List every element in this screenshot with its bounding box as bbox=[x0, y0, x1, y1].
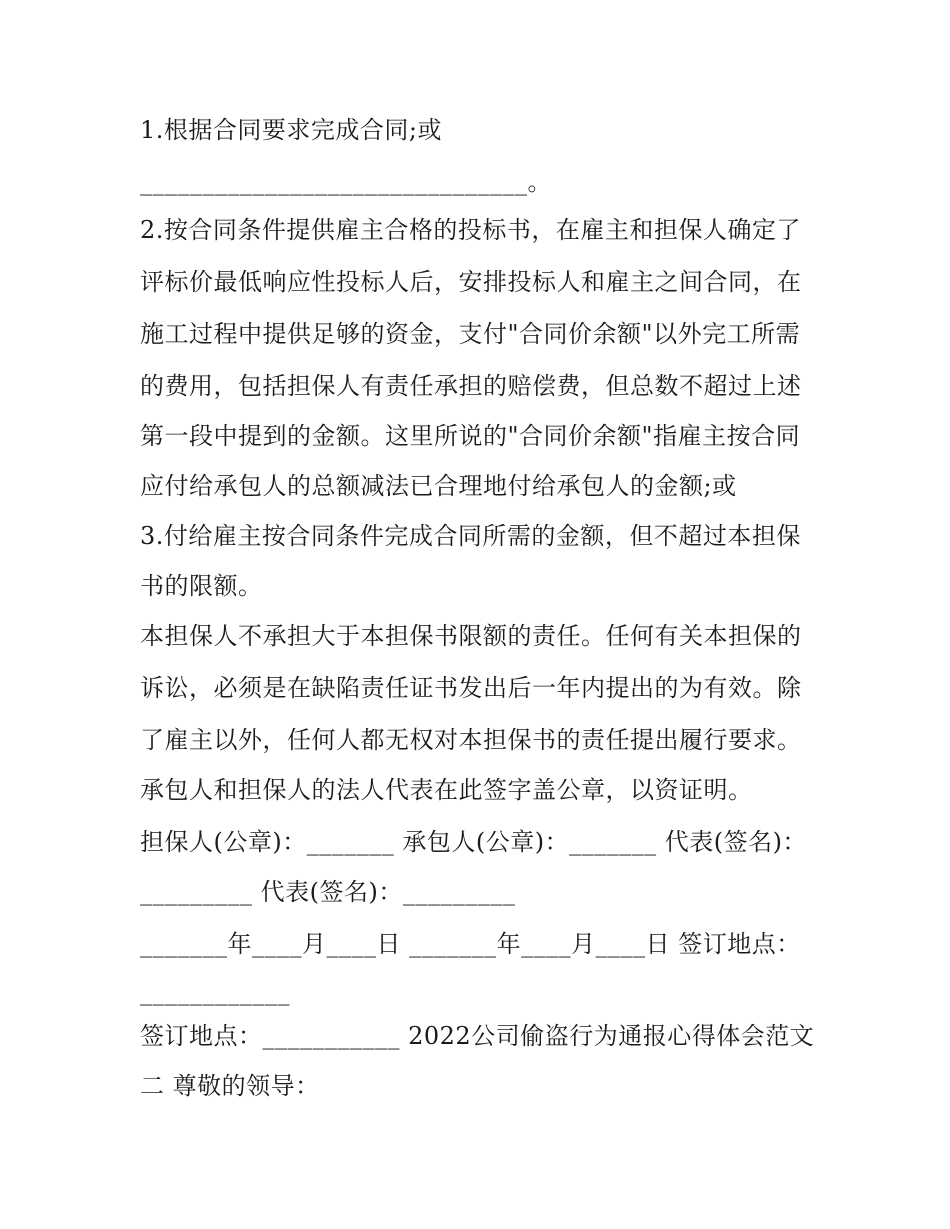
place-blank-line: ____________ bbox=[140, 978, 290, 1006]
clause-1-text: 1.根据合同要求完成合同;或 bbox=[140, 116, 442, 144]
place-and-title-line: 签订地点：___________ 2022公司偷盗行为通报心得体会范文 bbox=[140, 1022, 815, 1050]
clause-2-line-5: 第一段中提到的金额。这里所说的"合同价余额"指雇主按合同 bbox=[140, 422, 801, 450]
liability-line-3: 了雇主以外，任何人都无权对本担保书的责任提出履行要求。 bbox=[140, 726, 802, 754]
clause-2-line-2: 评标价最低响应性投标人后，安排投标人和雇主之间合同，在 bbox=[140, 268, 802, 296]
clause-2-line-4: 的费用，包括担保人有责任承担的赔偿费，但总数不超过上述 bbox=[140, 372, 802, 400]
clause-2-line-3: 施工过程中提供足够的资金，支付"合同价余额"以外完工所需 bbox=[140, 320, 801, 348]
liability-line-1: 本担保人不承担大于本担保书限额的责任。任何有关本担保的 bbox=[140, 622, 802, 650]
signature-line-1: 担保人(公章)：_______ 承包人(公章)：_______ 代表(签名)： bbox=[140, 828, 807, 856]
clause-2-line-1: 2.按合同条件提供雇主合格的投标书，在雇主和担保人确定了 bbox=[140, 216, 801, 244]
clause-3-line-2: 书的限额。 bbox=[140, 572, 263, 600]
date-line: _______年____月____日 _______年____月____日 签订地点： bbox=[140, 930, 801, 958]
signature-line-2: _________ 代表(签名)：_________ bbox=[140, 878, 516, 906]
clause-1-blank-line: _______________________________。 bbox=[140, 168, 552, 196]
clause-2-line-6: 应付给承包人的总额减法已合理地付给承包人的金额;或 bbox=[140, 472, 737, 500]
witness-statement: 承包人和担保人的法人代表在此签字盖公章，以资证明。 bbox=[140, 776, 753, 804]
clause-3-line-1: 3.付给雇主按合同条件完成合同所需的金额，但不超过本担保 bbox=[140, 522, 801, 550]
salutation-line: 二 尊敬的领导： bbox=[140, 1072, 320, 1100]
liability-line-2: 诉讼，必须是在缺陷责任证书发出后一年内提出的为有效。除 bbox=[140, 674, 802, 702]
